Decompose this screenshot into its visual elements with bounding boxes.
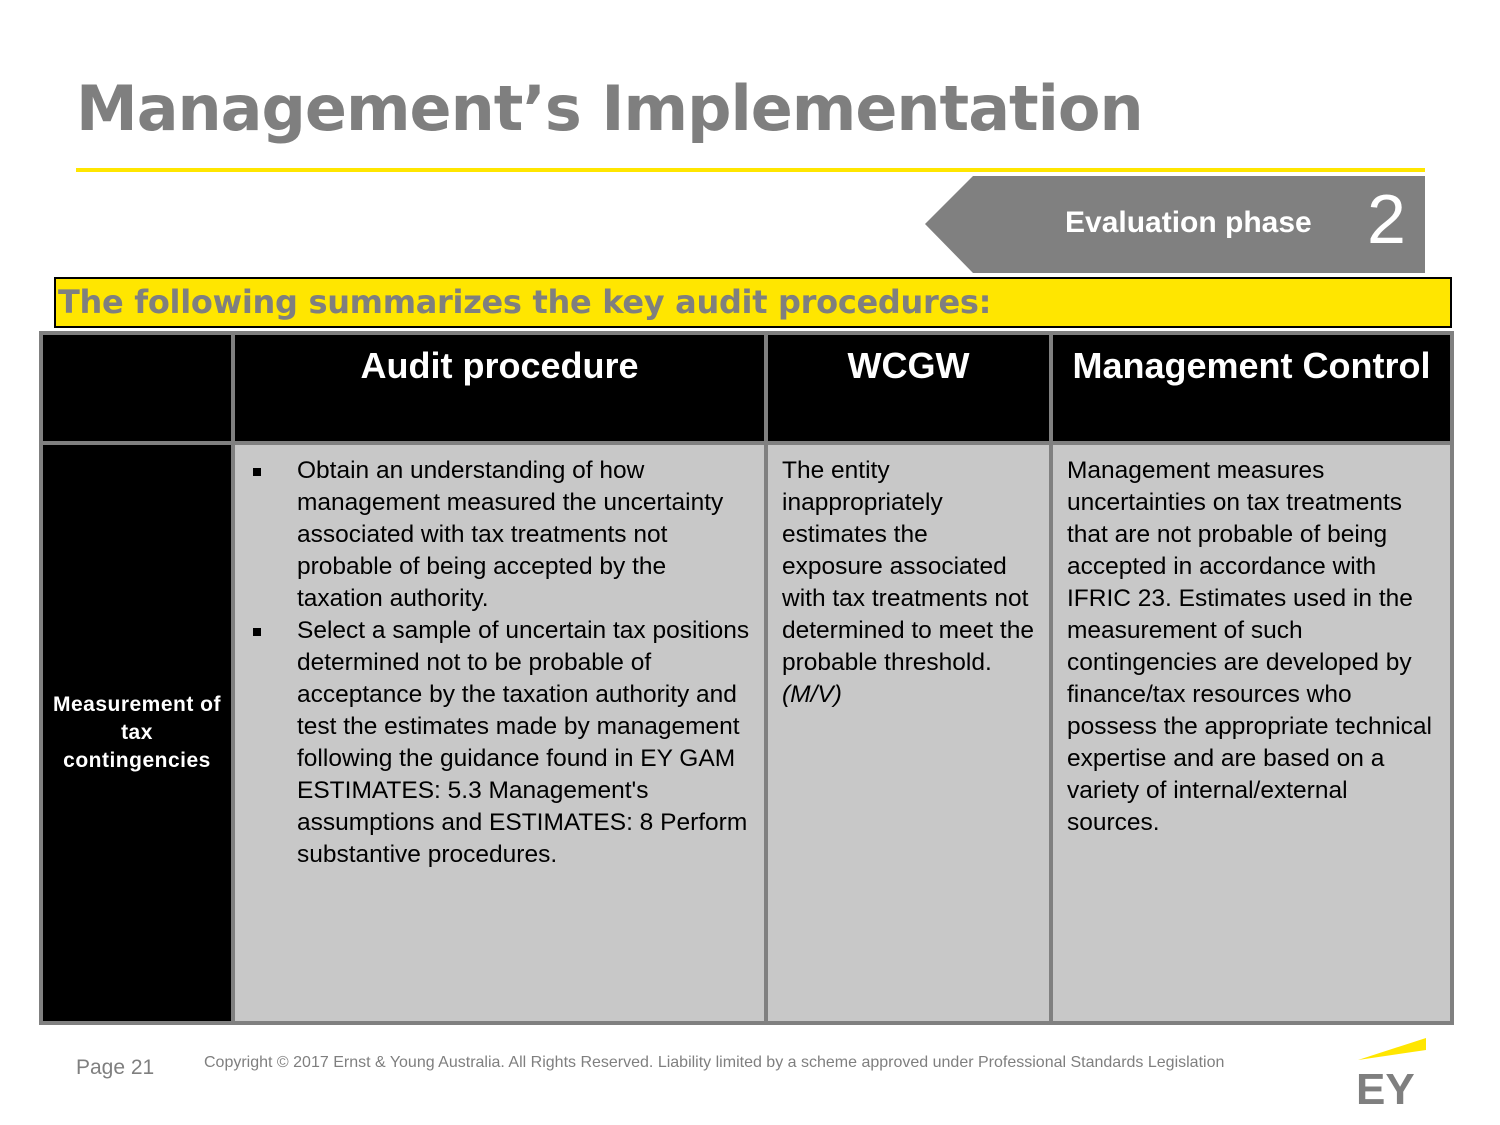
summary-banner: The following summarizes the key audit procedures: [54, 277, 1452, 328]
audit-procedure-cell [233, 443, 766, 1023]
list-item: Select a sample of uncertain tax positions determined not to be probable of acceptance by the taxation authority and test the estimates made by management following the guidance found in EY GAM ESTIMATES: 5.3 Management's assumptions and ESTIMATES: 8 Perform substantive procedures. [297, 615, 750, 871]
wcgw-cell [766, 443, 1051, 1023]
page-title: Management’s Implementation [76, 72, 1143, 145]
ey-logo [1356, 1038, 1428, 1106]
list-item: Obtain an understanding of how management measured the uncertainty associated with tax treatments not probable of being accepted by the taxation authority. [297, 455, 750, 615]
copyright-notice: Copyright © 2017 Ernst & Young Australia. All Rights Reserved. Liability limited by a scheme approved under Professional Standards Legislation [204, 1054, 1225, 1071]
phase-number: 2 [1367, 180, 1406, 258]
header-blank [41, 333, 233, 443]
wcgw-tag: (M/V) [782, 681, 842, 708]
header-audit-procedure: Audit procedure [233, 333, 766, 443]
logo-text: EY [1356, 1065, 1415, 1106]
wcgw-text: The entity inappropriately estimates the exposure associated with tax treatments not determined to meet the probable threshold. [782, 457, 1034, 676]
table-header-row [41, 333, 1452, 443]
management-control-cell [1051, 443, 1452, 1023]
title-underline [76, 168, 1425, 172]
audit-procedures-table [39, 331, 1454, 1025]
header-management-control: Management Control [1051, 333, 1452, 443]
row-label: Measurement of tax contingencies [41, 443, 233, 1023]
header-wcgw: WCGW [766, 333, 1051, 443]
phase-label: Evaluation phase [1065, 206, 1312, 239]
procedure-list [249, 455, 750, 871]
table-row [41, 443, 1452, 1023]
page-number: Page 21 [76, 1056, 155, 1079]
phase-indicator [925, 176, 1425, 273]
management-control-text: Management measures uncertainties on tax treatments that are not probable of being accepted in accordance with IFRIC 23. Estimates used in the measurement of such contingencies are developed by finance/tax resources who possess the appropriate technical expertise and are based on a variety of internal/external sources. [1067, 457, 1432, 836]
